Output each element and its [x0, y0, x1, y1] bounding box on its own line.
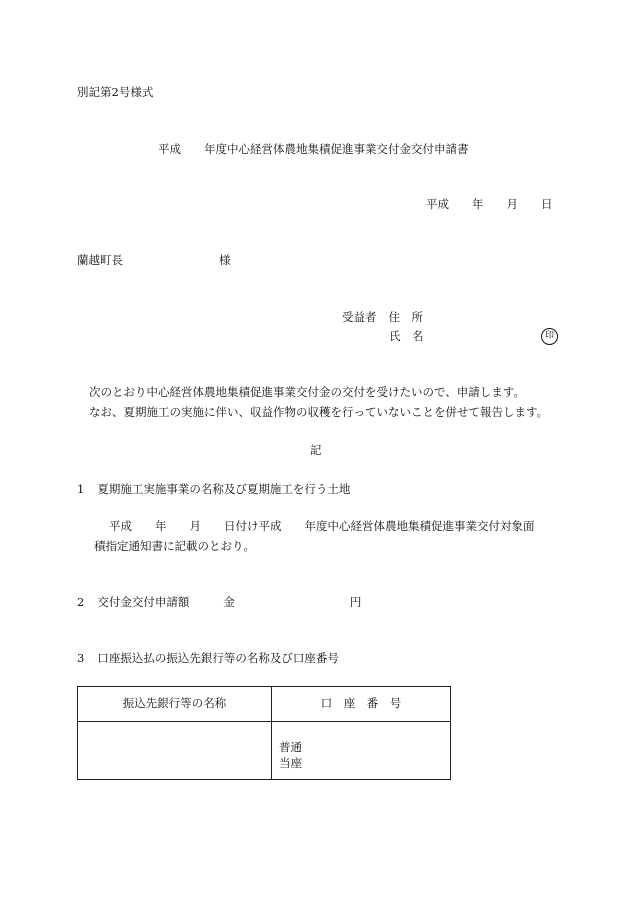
item-1-detail	[109, 521, 535, 533]
addressee	[77, 255, 231, 267]
item-1-heading	[77, 484, 350, 496]
date-line	[426, 199, 553, 211]
address-label: 住 所	[388, 310, 423, 324]
item-1-month: 月	[189, 519, 201, 533]
account-number-header: 口 座 番 号	[272, 687, 451, 722]
account-type-current: 当座	[279, 756, 302, 770]
account-table-header	[78, 687, 451, 722]
item-1-detail-continued: 積指定通知書に記載のとおり。	[94, 539, 255, 553]
date-month: 月	[506, 197, 518, 211]
item-1-day-era: 日付け平成	[224, 519, 282, 533]
body-line-1: 次のとおり中心経営体農地集積促進事業交付金の交付を受けたいので、申請します。	[89, 385, 525, 399]
account-table-row	[78, 722, 451, 780]
item-3-number: 3	[77, 651, 85, 665]
applicant-role: 受益者	[342, 310, 377, 324]
addressee-honorific: 様	[219, 253, 231, 267]
title-text: 年度中心経営体農地集積促進事業交付金交付申請書	[204, 142, 469, 156]
body-line-2: なお、夏期施工の実施に伴い、収益作物の収穫を行っていないことを併せて報告します。	[89, 405, 549, 419]
account-type-list	[273, 723, 449, 771]
date-year: 年	[472, 197, 484, 211]
ki-heading: 記	[310, 443, 322, 457]
seal-mark	[541, 328, 558, 345]
item-1-number: 1	[77, 482, 85, 496]
applicant-name-row	[389, 331, 424, 343]
bank-name-cell	[78, 722, 272, 780]
addressee-name: 蘭越町長	[77, 253, 123, 267]
bank-name-header: 振込先銀行等の名称	[78, 687, 272, 722]
item-1-text: 夏期施工実施事業の名称及び夏期施工を行う土地	[97, 482, 351, 496]
item-2-heading	[77, 597, 361, 609]
account-table	[77, 686, 451, 780]
date-day: 日	[541, 197, 553, 211]
form-label: 別記第2号様式	[77, 85, 154, 99]
amount-prefix: 金	[223, 595, 235, 609]
account-type-ordinary: 普通	[279, 740, 302, 754]
title-era: 平成	[158, 142, 181, 156]
item-2-text: 交付金交付申請額	[97, 595, 190, 609]
item-1-era: 平成	[109, 519, 132, 533]
item-3-text: 口座振込払の振込先銀行等の名称及び口座番号	[97, 651, 339, 665]
date-era: 平成	[426, 197, 449, 211]
seal-icon: 印	[541, 328, 558, 345]
item-1-year: 年	[155, 519, 167, 533]
document-title	[158, 144, 469, 156]
amount-suffix: 円	[349, 595, 362, 609]
account-number-cell	[272, 722, 451, 780]
name-label: 氏 名	[389, 329, 424, 343]
item-1-program: 年度中心経営体農地集積促進事業交付対象面	[304, 519, 535, 533]
item-3-heading	[77, 653, 339, 665]
applicant-address-row	[342, 312, 423, 324]
item-2-number: 2	[77, 595, 85, 609]
